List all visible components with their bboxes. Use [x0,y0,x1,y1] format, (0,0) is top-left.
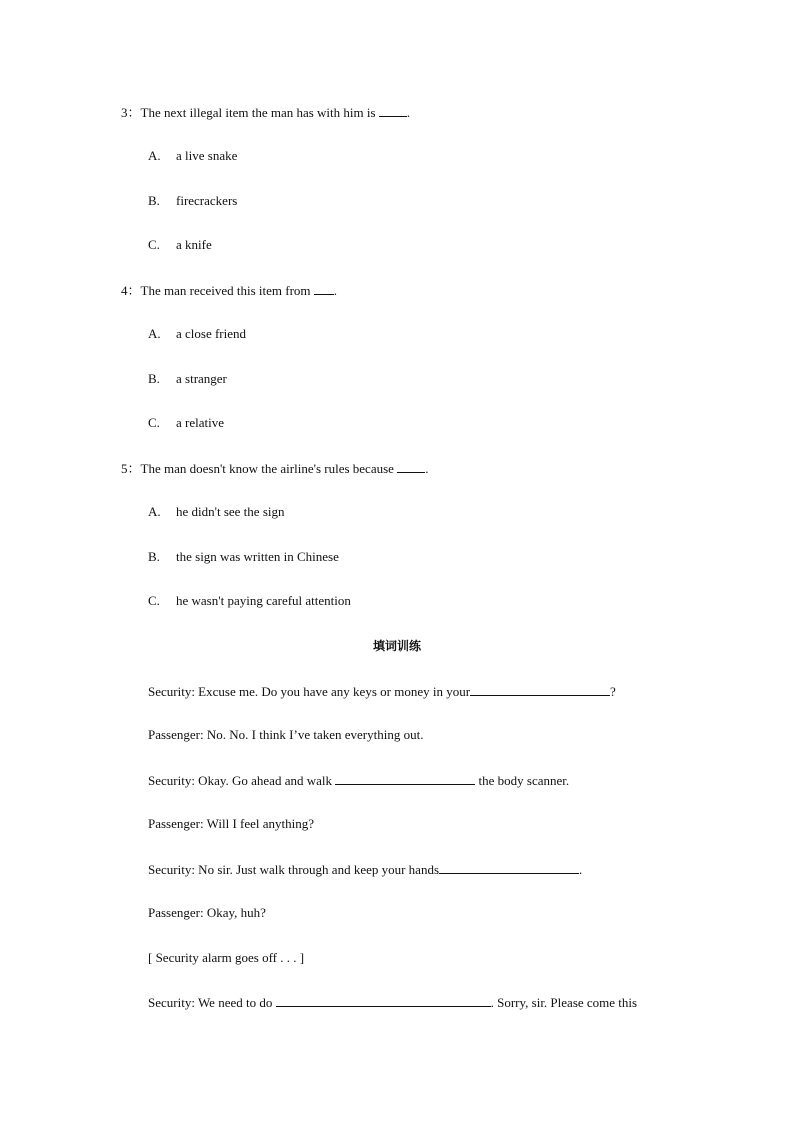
question-5: 5：The man doesn't know the airline's rules because . [121,461,429,476]
option-text: he didn't see the sign [176,504,285,519]
option-text: a close friend [176,326,247,341]
option-5c[interactable] [148,593,351,609]
option-3c[interactable] [148,237,212,253]
dialogue-line-3: Security: Okay. Go ahead and walk the body scanner. [148,773,570,788]
fill-blank[interactable] [335,772,475,785]
option-4c[interactable] [148,415,224,431]
option-5b[interactable] [148,549,339,565]
answer-blank[interactable] [314,282,334,295]
fill-blank[interactable] [470,683,610,696]
dialogue-line-4: Passenger: Will I feel anything? [148,816,315,831]
option-letter: C. [148,593,160,608]
question-number: 5： [121,461,141,476]
option-text: the sign was written in Chinese [176,549,339,564]
option-5a[interactable] [148,504,285,520]
section-title: 填词训练 [372,639,421,653]
answer-blank[interactable] [379,104,407,117]
option-letter: A. [148,148,161,163]
question-stem: The next illegal item the man has with him is [140,105,376,120]
option-text: he wasn't paying careful attention [176,593,351,608]
option-letter: A. [148,326,161,341]
option-letter: B. [148,371,160,386]
question-number: 3： [121,105,141,120]
question-stem: The man doesn't know the airline's rules because [140,461,394,476]
fill-blank[interactable] [276,994,491,1007]
dialogue-line-1: Security: Excuse me. Do you have any keys or money in your ? [148,684,616,699]
dialogue-line-8: Security: We need to do . Sorry, sir. Please come this [148,995,638,1010]
fill-blank[interactable] [439,861,579,874]
option-text: firecrackers [176,193,238,208]
option-letter: B. [148,549,160,564]
option-text: a live snake [176,148,238,163]
dialogue-line-6: Passenger: Okay, huh? [148,905,266,920]
option-letter: C. [148,415,160,430]
answer-blank[interactable] [397,460,425,473]
question-stem: The man received this item from [140,283,311,298]
question-3: 3：The next illegal item the man has with him is . [121,105,411,120]
question-4: 4：The man received this item from . [121,283,338,298]
option-letter: A. [148,504,161,519]
option-4b[interactable] [148,371,227,387]
option-text: a knife [176,237,212,252]
option-4a[interactable] [148,326,246,342]
option-text: a relative [176,415,224,430]
dialogue-line-5: Security: No sir. Just walk through and keep your hands . [148,862,583,877]
option-letter: B. [148,193,160,208]
question-number: 4： [121,283,141,298]
option-letter: C. [148,237,160,252]
dialogue-line-7: [ Security alarm goes off . . . ] [148,950,305,965]
option-3b[interactable] [148,193,237,209]
option-3a[interactable] [148,148,237,164]
dialogue-line-2: Passenger: No. No. I think I’ve taken everything out. [148,727,424,742]
option-text: a stranger [176,371,227,386]
